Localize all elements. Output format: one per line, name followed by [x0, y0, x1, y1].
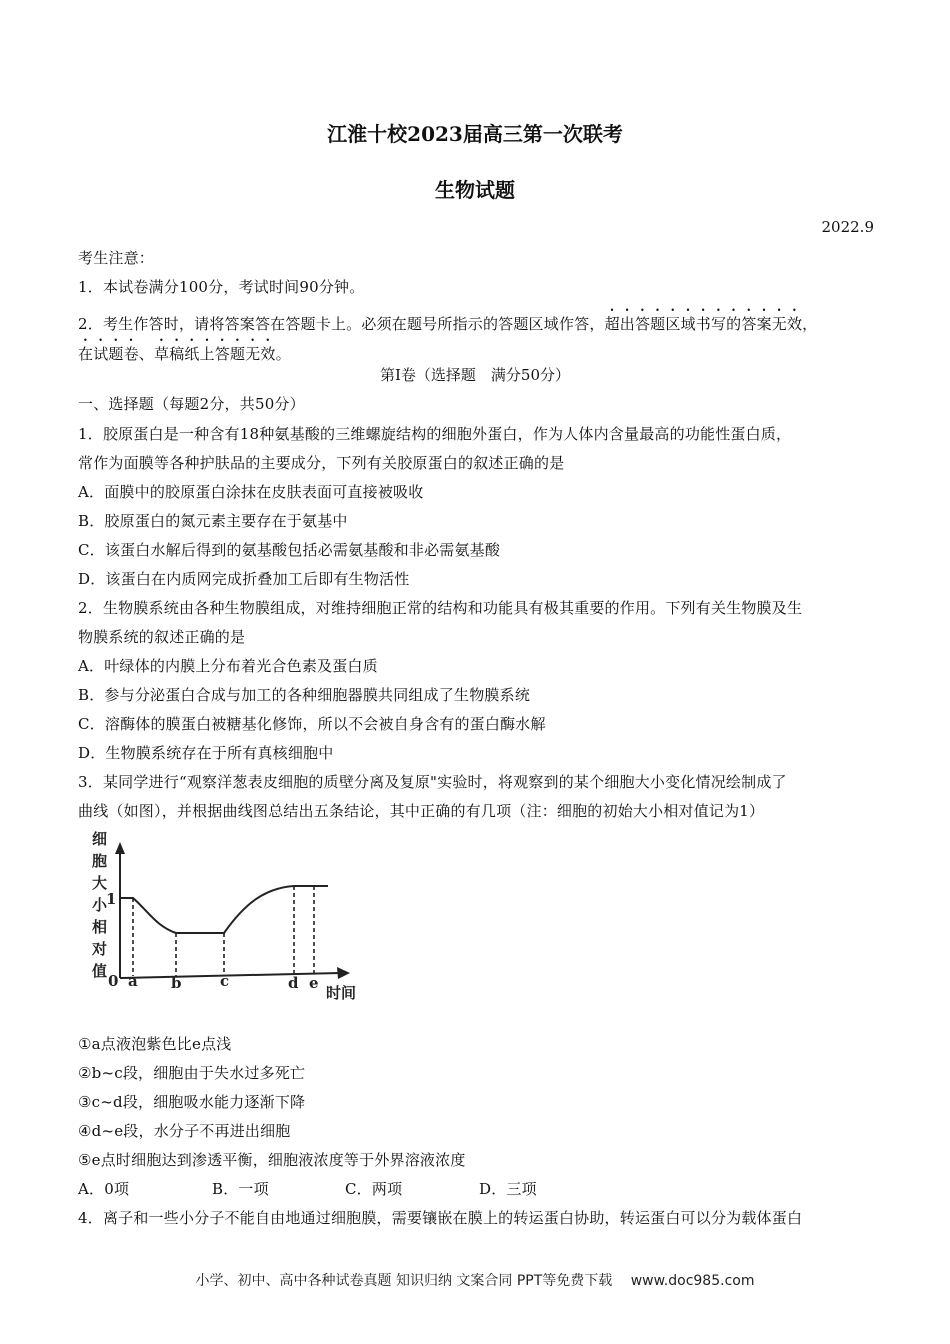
x-tick-e: e: [309, 974, 319, 992]
q3-statement-4: ④d~e段，水分子不再进出细胞: [78, 1122, 291, 1140]
q1-stem-line2: 常作为面膜等各种护肤品的主要成分，下列有关胶原蛋白的叙述正确的是: [78, 454, 565, 472]
x-tick-d: d: [288, 974, 299, 992]
notice-item-2-comma: ，: [802, 315, 818, 333]
x-tick-b: b: [171, 974, 182, 992]
q3-option-d: D．三项: [479, 1180, 537, 1198]
notice-item-2-text: 2．考生作答时，请将答案答在答题卡上。必须在题号所指示的答题区域作答，: [78, 315, 605, 333]
y-label-char-6: 对: [92, 940, 108, 958]
section-part: 一、选择题（每题2分，共50分）: [78, 395, 305, 413]
y-axis-arrow: [115, 842, 125, 854]
cell-size-curve: [120, 886, 328, 933]
notice-item-2-emphasis-2: 在试题卷、草稿纸上答题无效: [78, 345, 276, 363]
q3-option-a: A．0项: [78, 1180, 130, 1198]
x-tick-c: c: [220, 972, 230, 990]
y-label-char-3: 大: [92, 874, 108, 892]
q1-option-a: A．面膜中的胶原蛋白涂抹在皮肤表面可直接被吸收: [78, 483, 424, 501]
notice-item-2-line2: [78, 336, 291, 364]
notice-item-1: 1．本试卷满分100分，考试时间90分钟。: [78, 278, 365, 296]
notice-item-2-line1: [78, 306, 817, 334]
q1-stem-line1: 1．胶原蛋白是一种含有18种氨基酸的三维螺旋结构的细胞外蛋白，作为人体内含量最高的功能性蛋白质，: [78, 425, 792, 443]
q2-option-c: C．溶酶体的膜蛋白被糖基化修饰，所以不会被自身含有的蛋白酶水解: [78, 715, 546, 733]
q3-statement-2: ②b~c段，细胞由于失水过多死亡: [78, 1064, 306, 1082]
q1-option-b: B．胶原蛋白的氮元素主要存在于氨基中: [78, 512, 348, 530]
q3-option-c: C．两项: [345, 1180, 403, 1198]
q3-statement-1: ①a点液泡紫色比e点浅: [78, 1035, 232, 1053]
q3-statement-3: ③c~d段，细胞吸水能力逐渐下降: [78, 1093, 306, 1111]
q1-option-d: D．该蛋白在内质网完成折叠加工后即有生物活性: [78, 570, 410, 588]
y-label-char-7: 值: [92, 962, 108, 980]
q2-stem-line1: 2．生物膜系统由各种生物膜组成，对维持细胞正常的结构和功能具有极其重要的作用。下列有关生物膜及生: [78, 599, 803, 617]
notice-item-2-emphasis-1: 超出答题区域书写的答案无效: [604, 315, 803, 333]
exam-subtitle: 生物试题: [435, 178, 515, 202]
section-title: 第Ⅰ卷（选择题 满分50分）: [379, 366, 570, 384]
q3-stem-line1: 3．某同学进行“观察洋葱表皮细胞的质壁分离及复原"实验时，将观察到的某个细胞大小变化情况绘制成了: [78, 773, 787, 791]
exam-date: 2022.9: [821, 218, 874, 236]
q4-stem-line1: 4．离子和一些小分子不能自由地通过细胞膜，需要镶嵌在膜上的转运蛋白协助，转运蛋白可以分为载体蛋白: [78, 1209, 803, 1227]
x-axis-label: 时间: [326, 984, 357, 1002]
q2-option-a: A．叶绿体的内膜上分布着光合色素及蛋白质: [78, 657, 378, 675]
y-tick-1: 1: [106, 890, 117, 908]
page-footer: 小学、初中、高中各种试卷真题 知识归纳 文案合同 PPT等免费下载 www.doc985.com: [195, 1273, 755, 1289]
notice-item-2-period: 。: [275, 345, 291, 363]
q3-statement-5: ⑤e点时细胞达到渗透平衡，细胞液浓度等于外界溶液浓度: [78, 1151, 466, 1169]
q2-stem-line2: 物膜系统的叙述正确的是: [78, 628, 246, 646]
exam-title: 江淮十校2023届高三第一次联考: [327, 122, 623, 146]
origin-label: 0: [108, 972, 119, 990]
y-label-char-1: 细: [92, 830, 108, 848]
q1-option-c: C．该蛋白水解后得到的氨基酸包括必需氨基酸和非必需氨基酸: [78, 541, 501, 559]
y-label-char-2: 胞: [92, 852, 108, 870]
q2-option-d: D．生物膜系统存在于所有真核细胞中: [78, 744, 334, 762]
q3-option-b: B．一项: [212, 1180, 269, 1198]
y-label-char-4: 小: [92, 896, 108, 914]
q3-options: [78, 1178, 537, 1199]
x-tick-a: a: [128, 972, 138, 990]
y-label-char-5: 相: [92, 918, 108, 936]
notice-heading: 考生注意：: [78, 249, 155, 267]
q3-stem-line2: 曲线（如图），并根据曲线图总结出五条结论，其中正确的有几项（注：细胞的初始大小相对值记为1）: [78, 802, 765, 820]
q2-option-b: B．参与分泌蛋白合成与加工的各种细胞器膜共同组成了生物膜系统: [78, 686, 531, 704]
x-axis: [120, 973, 340, 978]
cell-size-graph: [78, 826, 368, 1006]
x-axis-arrow: [337, 967, 350, 979]
